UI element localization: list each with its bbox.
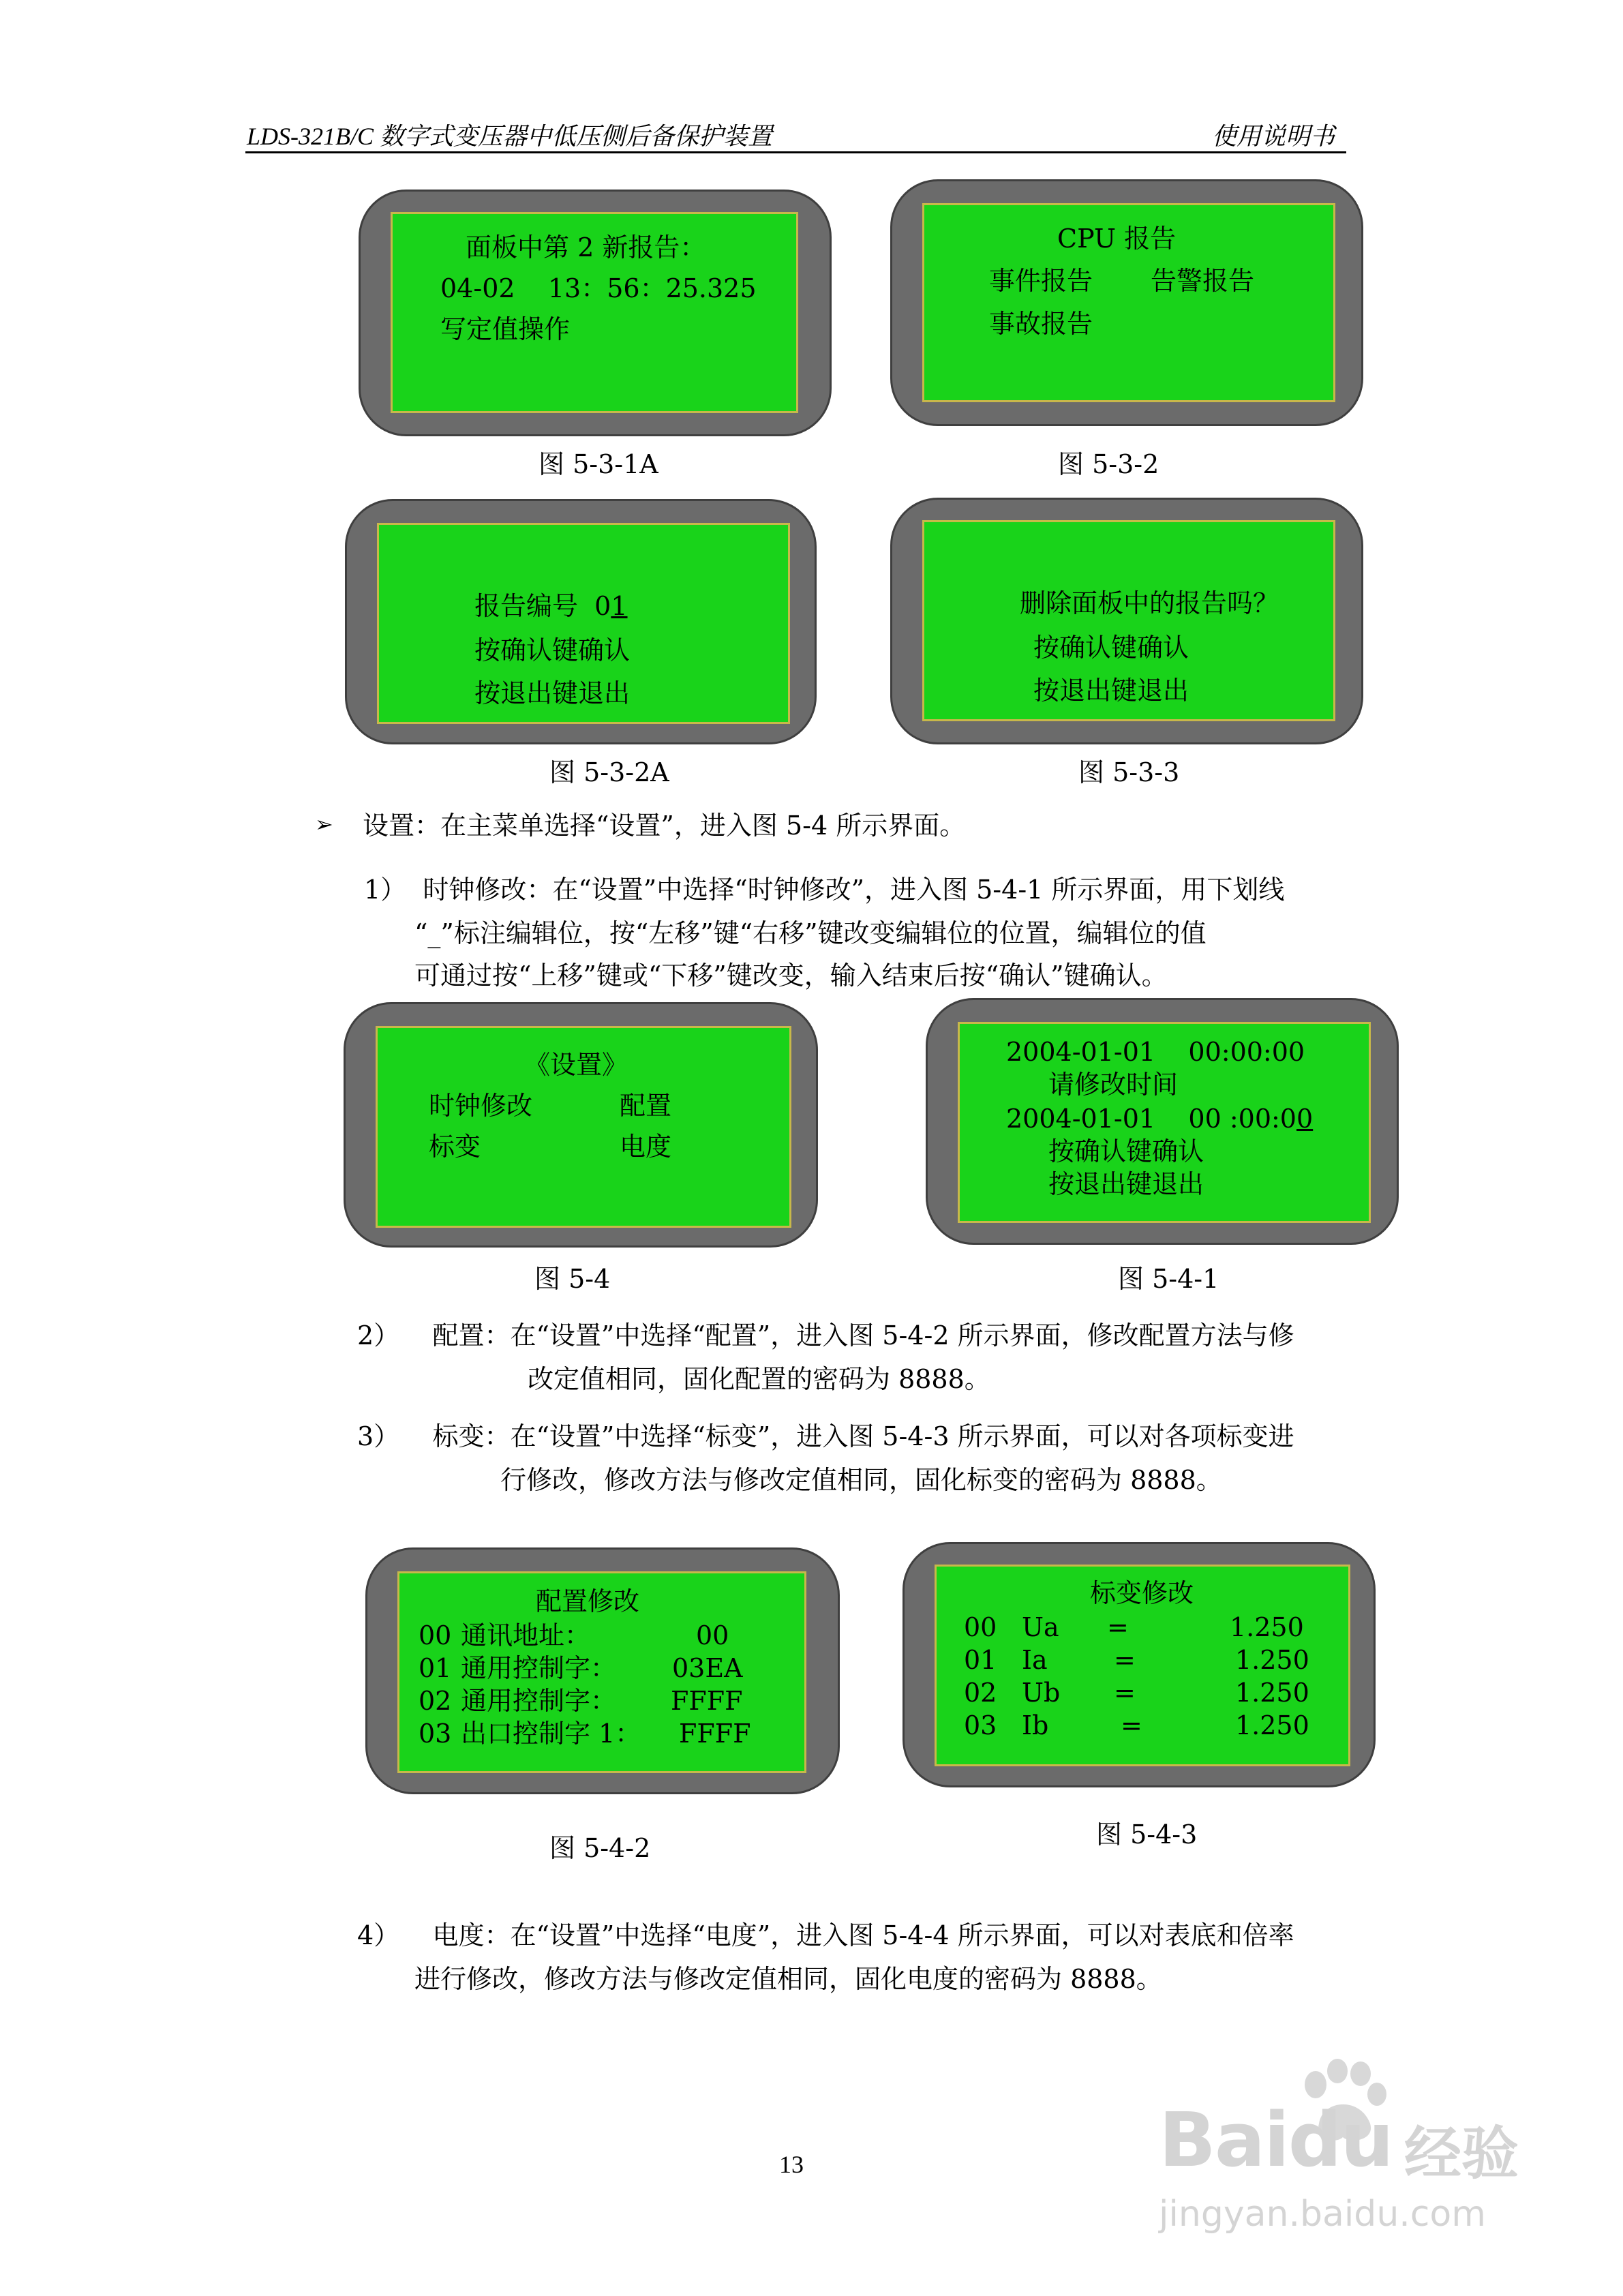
row-equals: = xyxy=(1121,1710,1142,1740)
lcd-screen xyxy=(376,1026,791,1228)
row-name: Ib xyxy=(1022,1710,1049,1740)
paragraph-settings: 设置：在主菜单选择“设置”，进入图 5-4 所示界面。 xyxy=(363,811,966,841)
lcd-line: 按确认键确认 xyxy=(1048,1136,1204,1166)
lcd-line: 写定值操作 xyxy=(440,314,571,344)
lcd-line: 按退出键退出 xyxy=(1048,1169,1204,1199)
row-name: Ua xyxy=(1022,1612,1059,1642)
lcd-line: 事故报告 xyxy=(989,309,1093,339)
watermark-url: jingyan.baidu.com xyxy=(1159,2194,1486,2235)
lcd-screen xyxy=(935,1565,1350,1766)
item-2-line: 改定值相同，固化配置的密码为 8888。 xyxy=(528,1364,990,1394)
lcd-screen xyxy=(377,523,790,724)
lcd-line: 配置 xyxy=(620,1091,672,1121)
lcd-screen xyxy=(922,520,1335,721)
item-4-line: 4） 电度：在“设置”中选择“电度”，进入图 5-4-4 所示界面，可以对表底和倍率 xyxy=(357,1920,1294,1950)
edit-cursor-digit: 0 xyxy=(1296,1104,1314,1134)
lcd-screen xyxy=(397,1571,806,1773)
lcd-panel-5-4-1 xyxy=(926,998,1399,1245)
lcd-line: 告警报告 xyxy=(1151,266,1255,296)
row-number: 01 xyxy=(419,1653,452,1683)
row-number: 00 xyxy=(964,1612,997,1642)
lcd-panel-5-4-2 xyxy=(365,1547,840,1794)
row-name: 通用控制字： xyxy=(461,1653,617,1683)
lcd-panel-5-4 xyxy=(344,1002,818,1248)
lcd-line: 按确认键确认 xyxy=(474,635,631,665)
lcd-panel-5-4-3 xyxy=(902,1542,1376,1787)
lcd-line: 时钟修改 xyxy=(429,1091,533,1121)
figure-caption: 图 5-3-2 xyxy=(1058,449,1159,479)
row-number: 02 xyxy=(419,1686,452,1716)
lcd-screen xyxy=(958,1022,1371,1223)
figure-caption: 图 5-3-2A xyxy=(549,757,669,787)
row-value: 1.250 xyxy=(1235,1710,1309,1740)
row-number: 01 xyxy=(964,1645,997,1675)
row-value: 03EA xyxy=(672,1653,743,1683)
row-name: 通用控制字： xyxy=(461,1686,617,1716)
figure-caption: 图 5-3-3 xyxy=(1078,757,1180,787)
watermark-brand: Bai xyxy=(1159,2096,1288,2184)
lcd-line: 面板中第 2 新报告： xyxy=(466,232,706,262)
lcd-line: 删除面板中的报告吗？ xyxy=(1020,588,1279,618)
figure-caption: 图 5-4 xyxy=(534,1264,611,1294)
item-1-line: 1） 时钟修改：在“设置”中选择“时钟修改”，进入图 5-4-1 所示界面，用下划线 xyxy=(364,875,1285,905)
lcd-line: 事件报告 xyxy=(989,266,1093,296)
lcd-line xyxy=(474,593,628,619)
row-value: FFFF xyxy=(679,1719,751,1749)
row-equals: = xyxy=(1107,1612,1129,1642)
row-value: 1.250 xyxy=(1235,1645,1309,1675)
lcd-line: 电度 xyxy=(620,1132,672,1162)
item-1-line: 可通过按“上移”键或“下移”键改变，输入结束后按“确认”键确认。 xyxy=(414,961,1168,991)
lcd-panel-5-3-2a xyxy=(345,499,817,744)
header-title: LDS-321B/C 数字式变压器中低压侧后备保护装置 xyxy=(247,123,773,150)
header-doc-type: 使用说明书 xyxy=(1212,123,1335,150)
watermark-cn: 经验 xyxy=(1404,2120,1519,2187)
lcd-line: 请修改时间 xyxy=(1048,1070,1179,1100)
item-2-line: 2） 配置：在“设置”中选择“配置”，进入图 5-4-2 所示界面，修改配置方法与修 xyxy=(357,1320,1294,1350)
lcd-line: 按退出键退出 xyxy=(474,678,631,708)
bullet-arrow-icon: ➢ xyxy=(315,811,333,837)
row-name: Ub xyxy=(1022,1678,1061,1708)
lcd-line: 按确认键确认 xyxy=(1033,633,1189,663)
lcd-line: 按退出键退出 xyxy=(1033,676,1189,706)
lcd-panel-5-3-3 xyxy=(890,498,1363,744)
lcd-line xyxy=(1006,1106,1313,1132)
row-name: 出口控制字 1： xyxy=(461,1719,641,1749)
watermark-brand-suffix: du xyxy=(1288,2096,1393,2184)
row-name: 通讯地址： xyxy=(461,1620,591,1650)
figure-caption: 图 5-3-1A xyxy=(539,449,658,479)
row-number: 03 xyxy=(964,1710,997,1740)
row-value: FFFF xyxy=(671,1686,743,1716)
lcd-title: 配置修改 xyxy=(536,1586,640,1616)
lcd-line: 2004-01-01 00:00:00 xyxy=(1006,1037,1305,1067)
figure-caption: 图 5-4-1 xyxy=(1118,1264,1219,1294)
row-number: 03 xyxy=(419,1719,452,1749)
lcd-title: 标变修改 xyxy=(1090,1578,1194,1608)
row-equals: = xyxy=(1114,1678,1136,1708)
row-number: 00 xyxy=(419,1620,452,1650)
lcd-line: 标变 xyxy=(429,1132,481,1162)
page-number: 13 xyxy=(779,2151,804,2178)
lcd-screen xyxy=(391,212,798,413)
figure-caption: 图 5-4-2 xyxy=(549,1833,651,1863)
lcd-line: 《设置》 xyxy=(524,1050,628,1080)
lcd-line: CPU 报告 xyxy=(1057,224,1177,254)
item-3-line: 3） 标变：在“设置”中选择“标变”，进入图 5-4-3 所示界面，可以对各项标变进 xyxy=(357,1421,1294,1451)
lcd-line: 04-02 13：56：25.325 xyxy=(440,273,757,303)
lcd-screen xyxy=(922,203,1335,402)
edit-cursor-digit: 1 xyxy=(611,591,628,621)
lcd-panel-5-3-2 xyxy=(890,179,1363,426)
row-name: Ia xyxy=(1022,1645,1048,1675)
row-number: 02 xyxy=(964,1678,997,1708)
figure-caption: 图 5-4-3 xyxy=(1096,1819,1198,1849)
row-equals: = xyxy=(1114,1645,1136,1675)
lcd-panel-5-3-1a xyxy=(359,190,832,436)
item-4-line: 进行修改，修改方法与修改定值相同，固化电度的密码为 8888。 xyxy=(414,1964,1162,1994)
item-3-line: 行修改，修改方法与修改定值相同，固化标变的密码为 8888。 xyxy=(500,1465,1222,1495)
header-rule xyxy=(245,151,1346,153)
row-value: 00 xyxy=(696,1620,729,1650)
edit-time-value: 2004-01-01 00 :00:0 xyxy=(1006,1104,1296,1134)
row-value: 1.250 xyxy=(1230,1612,1304,1642)
row-value: 1.250 xyxy=(1235,1678,1309,1708)
report-number-label: 报告编号 0 xyxy=(474,591,611,621)
item-1-line: “_”标注编辑位，按“左移”键“右移”键改变编辑位的位置，编辑位的值 xyxy=(414,918,1207,948)
